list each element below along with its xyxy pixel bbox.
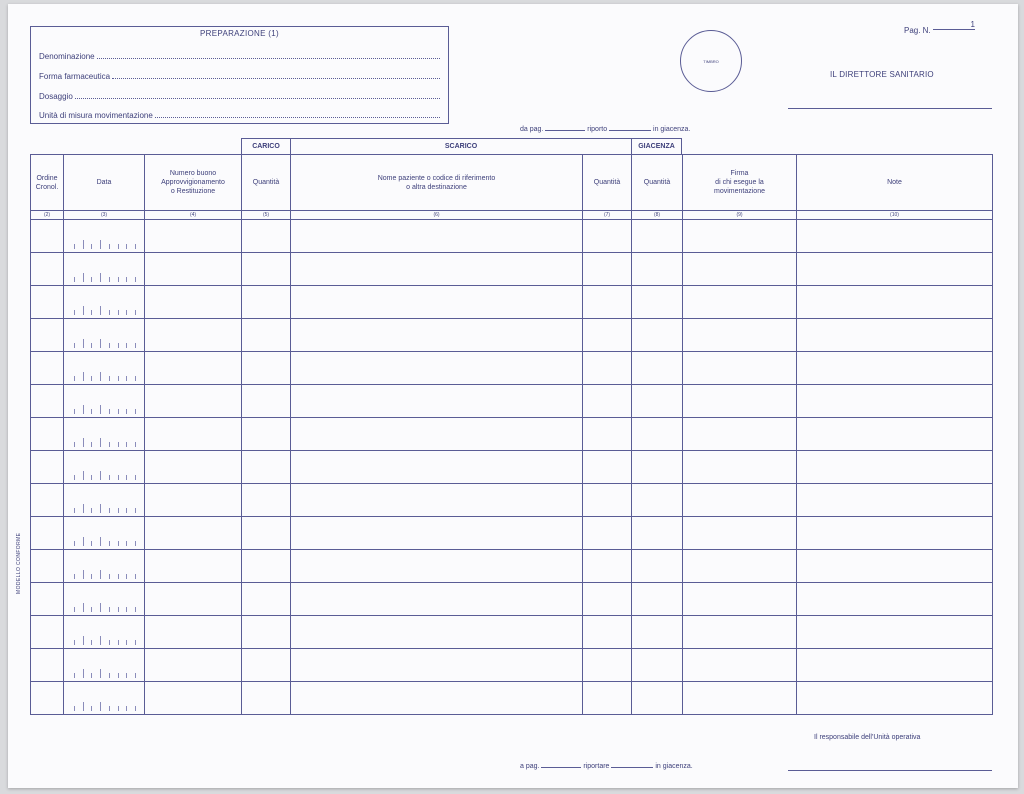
col-num: (7) [583,211,632,220]
col-paziente: Nome paziente o codice di riferimento o altra destinazione [291,155,583,211]
firma-cell[interactable] [683,550,797,583]
scarico-qty-cell[interactable] [583,649,632,682]
preparation-title: PREPARAZIONE (1) [200,29,279,38]
paziente-cell[interactable] [291,550,583,583]
table-row [31,319,993,352]
carico-qty-cell[interactable] [242,253,291,286]
col-data: Data [64,155,145,211]
firma-cell[interactable] [683,517,797,550]
col-num: (5) [242,211,291,220]
paziente-cell[interactable] [291,451,583,484]
firma-cell[interactable] [683,616,797,649]
scarico-qty-cell[interactable] [583,352,632,385]
buono-cell[interactable] [145,682,242,715]
table-row [31,484,993,517]
table-row [31,418,993,451]
data-cell[interactable] [64,550,145,583]
group-carico: CARICO [241,138,291,155]
date-tick-marks [70,371,140,381]
date-tick-marks [70,404,140,414]
ordine-cell[interactable] [31,418,64,451]
col-num: (10) [797,211,993,220]
table-row [31,550,993,583]
buono-cell[interactable] [145,550,242,583]
ordine-cell[interactable] [31,484,64,517]
page-number-value[interactable]: 1 [933,20,975,30]
paziente-cell[interactable] [291,484,583,517]
date-tick-marks [70,239,140,249]
data-cell[interactable] [64,253,145,286]
data-cell[interactable] [64,319,145,352]
field-label: Denominazione [39,52,95,61]
ordine-cell[interactable] [31,616,64,649]
data-cell[interactable] [64,220,145,253]
date-tick-marks [70,536,140,546]
col-num: (4) [145,211,242,220]
scarico-qty-cell[interactable] [583,550,632,583]
buono-cell[interactable] [145,583,242,616]
note-cell[interactable] [797,682,993,715]
carico-qty-cell[interactable] [242,220,291,253]
from-page-label: da pag. [520,126,544,133]
paziente-cell[interactable] [291,220,583,253]
col-ordine: Ordine Cronol. [31,155,64,211]
table-row [31,682,993,715]
data-cell[interactable] [64,286,145,319]
field-unita-misura[interactable] [39,106,440,120]
buono-cell[interactable] [145,649,242,682]
stamp-label: TIMBRO [703,58,719,64]
firma-cell[interactable] [683,451,797,484]
giacenza-qty-cell[interactable] [632,253,683,286]
ordine-cell[interactable] [31,286,64,319]
firma-cell[interactable] [683,682,797,715]
scarico-qty-cell[interactable] [583,616,632,649]
carico-qty-cell[interactable] [242,352,291,385]
ordine-cell[interactable] [31,583,64,616]
col-num: (9) [683,211,797,220]
giacenza-qty-cell[interactable] [632,319,683,352]
data-cell[interactable] [64,517,145,550]
page-number [904,20,975,36]
buono-cell[interactable] [145,352,242,385]
director-title: IL DIRETTORE SANITARIO [830,70,934,79]
firma-cell[interactable] [683,484,797,517]
data-cell[interactable] [64,583,145,616]
carico-qty-cell[interactable] [242,418,291,451]
giacenza-qty-cell[interactable] [632,418,683,451]
responsible-signature-line[interactable] [788,770,992,771]
carico-qty-cell[interactable] [242,385,291,418]
buono-cell[interactable] [145,220,242,253]
firma-cell[interactable] [683,253,797,286]
side-text: MODELLO CONFORME [16,532,22,594]
register-table [30,154,993,715]
table-body [31,220,993,715]
carico-qty-cell[interactable] [242,550,291,583]
date-tick-marks [70,569,140,579]
field-label: Dosaggio [39,92,73,101]
stock-label: in giacenza. [655,763,693,770]
data-cell[interactable] [64,451,145,484]
note-cell[interactable] [797,352,993,385]
giacenza-qty-cell[interactable] [632,385,683,418]
giacenza-qty-cell[interactable] [632,550,683,583]
table-row [31,451,993,484]
carico-qty-cell[interactable] [242,484,291,517]
col-carico-quantita: Quantità [242,155,291,211]
scarico-qty-cell[interactable] [583,484,632,517]
ordine-cell[interactable] [31,682,64,715]
date-tick-marks [70,503,140,513]
table-row [31,253,993,286]
data-cell[interactable] [64,352,145,385]
scarico-qty-cell[interactable] [583,253,632,286]
to-page-label: a pag. [520,763,540,770]
table-header-row [31,155,993,211]
carico-qty-cell[interactable] [242,286,291,319]
col-giacenza-quantita: Quantità [632,155,683,211]
carry-over-bottom [520,761,693,770]
paziente-cell[interactable] [291,418,583,451]
giacenza-qty-cell[interactable] [632,682,683,715]
carry-label: riporto [587,126,608,133]
giacenza-qty-cell[interactable] [632,649,683,682]
date-tick-marks [70,437,140,447]
paziente-cell[interactable] [291,616,583,649]
table-row [31,286,993,319]
field-dosaggio[interactable] [39,87,440,101]
carico-qty-cell[interactable] [242,649,291,682]
scarico-qty-cell[interactable] [583,682,632,715]
paziente-cell[interactable] [291,517,583,550]
buono-cell[interactable] [145,517,242,550]
date-tick-marks [70,272,140,282]
col-numero-buono: Numero buono Approvvigionamento o Restituzione [145,155,242,211]
col-scarico-quantita: Quantità [583,155,632,211]
buono-cell[interactable] [145,286,242,319]
table-row [31,616,993,649]
ordine-cell[interactable] [31,253,64,286]
buono-cell[interactable] [145,451,242,484]
ordine-cell[interactable] [31,385,64,418]
scarico-qty-cell[interactable] [583,286,632,319]
paziente-cell[interactable] [291,253,583,286]
data-cell[interactable] [64,484,145,517]
field-label: Forma farmaceutica [39,72,111,81]
date-tick-marks [70,668,140,678]
col-num: (3) [64,211,145,220]
note-cell[interactable] [797,220,993,253]
paziente-cell[interactable] [291,319,583,352]
paziente-cell[interactable] [291,286,583,319]
firma-cell[interactable] [683,319,797,352]
scarico-qty-cell[interactable] [583,385,632,418]
ordine-cell[interactable] [31,352,64,385]
table-row [31,517,993,550]
scarico-qty-cell[interactable] [583,319,632,352]
carico-qty-cell[interactable] [242,583,291,616]
ordine-cell[interactable] [31,550,64,583]
note-cell[interactable] [797,517,993,550]
paziente-cell[interactable] [291,583,583,616]
carico-qty-cell[interactable] [242,616,291,649]
stock-label: in giacenza. [653,126,691,133]
table-row [31,352,993,385]
carico-qty-cell[interactable] [242,319,291,352]
note-cell[interactable] [797,385,993,418]
note-cell[interactable] [797,616,993,649]
date-tick-marks [70,305,140,315]
note-cell[interactable] [797,286,993,319]
firma-cell[interactable] [683,352,797,385]
col-num: (8) [632,211,683,220]
group-scarico: SCARICO [290,138,632,155]
giacenza-qty-cell[interactable] [632,484,683,517]
carry-field[interactable] [611,761,653,768]
page-number-label: Pag. N. [904,26,931,35]
table-row [31,583,993,616]
table-row [31,649,993,682]
note-cell[interactable] [797,418,993,451]
ordine-cell[interactable] [31,319,64,352]
col-num: (6) [291,211,583,220]
scarico-qty-cell[interactable] [583,418,632,451]
buono-cell[interactable] [145,484,242,517]
preparation-box [30,26,449,124]
date-tick-marks [70,701,140,711]
buono-cell[interactable] [145,616,242,649]
carico-qty-cell[interactable] [242,517,291,550]
note-cell[interactable] [797,451,993,484]
firma-cell[interactable] [683,418,797,451]
giacenza-qty-cell[interactable] [632,451,683,484]
giacenza-qty-cell[interactable] [632,220,683,253]
register-sheet [8,4,1018,788]
firma-cell[interactable] [683,220,797,253]
scarico-qty-cell[interactable] [583,583,632,616]
paziente-cell[interactable] [291,385,583,418]
col-num: (2) [31,211,64,220]
note-cell[interactable] [797,253,993,286]
giacenza-qty-cell[interactable] [632,616,683,649]
buono-cell[interactable] [145,319,242,352]
paziente-cell[interactable] [291,682,583,715]
giacenza-qty-cell[interactable] [632,583,683,616]
col-note: Note [797,155,993,211]
buono-cell[interactable] [145,418,242,451]
buono-cell[interactable] [145,253,242,286]
col-firma: Firma di chi esegue la movimentazione [683,155,797,211]
note-cell[interactable] [797,649,993,682]
to-page-field[interactable] [541,761,581,768]
field-label: Unità di misura movimentazione [39,111,153,120]
from-page-field[interactable] [545,124,585,131]
scarico-qty-cell[interactable] [583,517,632,550]
table-row [31,385,993,418]
stamp-circle [680,30,742,92]
data-cell[interactable] [64,649,145,682]
responsible-label: Il responsabile dell'Unità operativa [814,734,921,741]
data-cell[interactable] [64,385,145,418]
date-tick-marks [70,338,140,348]
director-signature-line[interactable] [788,108,992,109]
date-tick-marks [70,470,140,480]
ordine-cell[interactable] [31,220,64,253]
column-number-row [31,211,993,220]
firma-cell[interactable] [683,385,797,418]
ordine-cell[interactable] [31,649,64,682]
note-cell[interactable] [797,484,993,517]
carry-over-top [520,124,690,133]
field-denominazione[interactable] [39,47,440,61]
scarico-qty-cell[interactable] [583,220,632,253]
ordine-cell[interactable] [31,451,64,484]
date-tick-marks [70,602,140,612]
buono-cell[interactable] [145,385,242,418]
scarico-qty-cell[interactable] [583,451,632,484]
data-cell[interactable] [64,682,145,715]
carico-qty-cell[interactable] [242,451,291,484]
ordine-cell[interactable] [31,517,64,550]
data-cell[interactable] [64,616,145,649]
firma-cell[interactable] [683,583,797,616]
field-forma-farmaceutica[interactable] [39,67,440,81]
giacenza-qty-cell[interactable] [632,286,683,319]
carico-qty-cell[interactable] [242,682,291,715]
carry-field[interactable] [609,124,651,131]
paziente-cell[interactable] [291,649,583,682]
note-cell[interactable] [797,550,993,583]
paziente-cell[interactable] [291,352,583,385]
table-row [31,220,993,253]
firma-cell[interactable] [683,286,797,319]
giacenza-qty-cell[interactable] [632,517,683,550]
group-giacenza: GIACENZA [631,138,682,155]
note-cell[interactable] [797,319,993,352]
firma-cell[interactable] [683,649,797,682]
carry-label: riportare [583,763,610,770]
giacenza-qty-cell[interactable] [632,352,683,385]
note-cell[interactable] [797,583,993,616]
date-tick-marks [70,635,140,645]
data-cell[interactable] [64,418,145,451]
